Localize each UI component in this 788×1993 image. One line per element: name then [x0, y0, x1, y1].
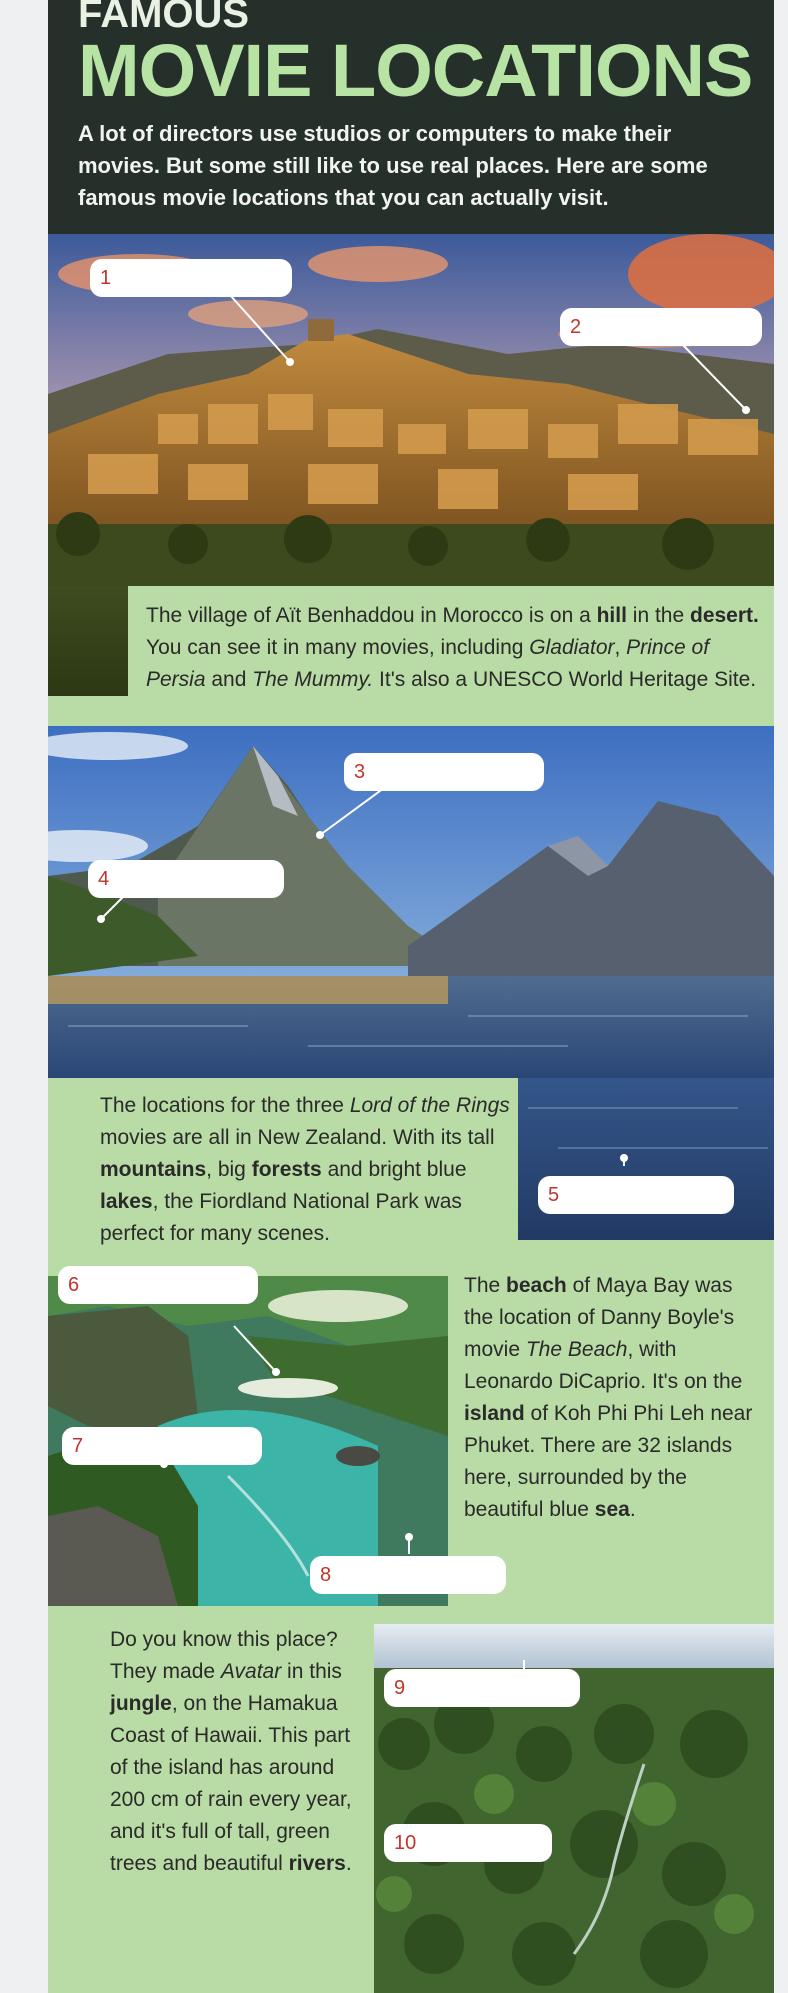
answer-box-4[interactable]: [88, 860, 284, 898]
lake-photo-lower-right: [518, 1078, 774, 1240]
article-header: [48, 0, 774, 234]
intro-paragraph: A lot of directors use studios or computers to make their movies. But some still like to use real places. Here are some famous movie locations that you can actually visit.: [78, 121, 708, 210]
kicker-text: FAMOUS: [78, 0, 250, 36]
label-number-3: 3: [354, 761, 366, 783]
answer-box-6[interactable]: [58, 1266, 258, 1304]
label-number-6: 6: [68, 1274, 80, 1296]
answer-box-9[interactable]: [384, 1669, 580, 1707]
caption-hawaii: Do you know this place? They made Avatar in this jungle, on the Hamakua Coast of Hawaii. This part of the island has around 200 cm of rain every year, and it's full of tall, green trees and beautiful rivers.: [110, 1628, 352, 1875]
label-number-5: 5: [548, 1184, 560, 1206]
label-number-8: 8: [320, 1564, 332, 1586]
label-number-2: 2: [570, 316, 582, 338]
label-number-1: 1: [100, 267, 112, 289]
answer-box-1[interactable]: [90, 259, 292, 297]
answer-box-2[interactable]: [560, 308, 762, 346]
caption-morocco: The village of Aït Benhaddou in Morocco is on a hill in the desert. You can see it in many movies, including Gladiator, Prince of Persia and The Mummy. It's also a UNESCO World Heritage Site.: [146, 604, 759, 691]
label-number-10: 10: [394, 1832, 417, 1854]
label-number-9: 9: [394, 1677, 406, 1699]
article-page: [48, 0, 774, 1993]
page-title: MOVIE LOCATIONS: [78, 29, 753, 112]
answer-box-10[interactable]: [384, 1824, 552, 1862]
caption-new-zealand: The locations for the three Lord of the Rings movies are all in New Zealand. With its tall mountains, big forests and bright blue lakes, the Fiordland National Park was perfect for many scenes.: [100, 1094, 510, 1245]
caption-maya-bay: The beach of Maya Bay was the location of Danny Boyle's movie The Beach, with Leonardo DiCaprio. It's on the island of Koh Phi Phi Leh near Phuket. There are 32 islands here, surrounded by the beautiful blue sea.: [464, 1274, 753, 1521]
answer-box-3[interactable]: [344, 753, 544, 791]
pin-8: [404, 1532, 414, 1556]
label-number-7: 7: [72, 1435, 84, 1457]
answer-box-5[interactable]: [538, 1176, 734, 1214]
morocco-photo-lower-left: [48, 586, 128, 696]
answer-box-7[interactable]: [62, 1427, 262, 1465]
label-number-4: 4: [98, 868, 110, 890]
answer-box-8[interactable]: [310, 1556, 506, 1594]
